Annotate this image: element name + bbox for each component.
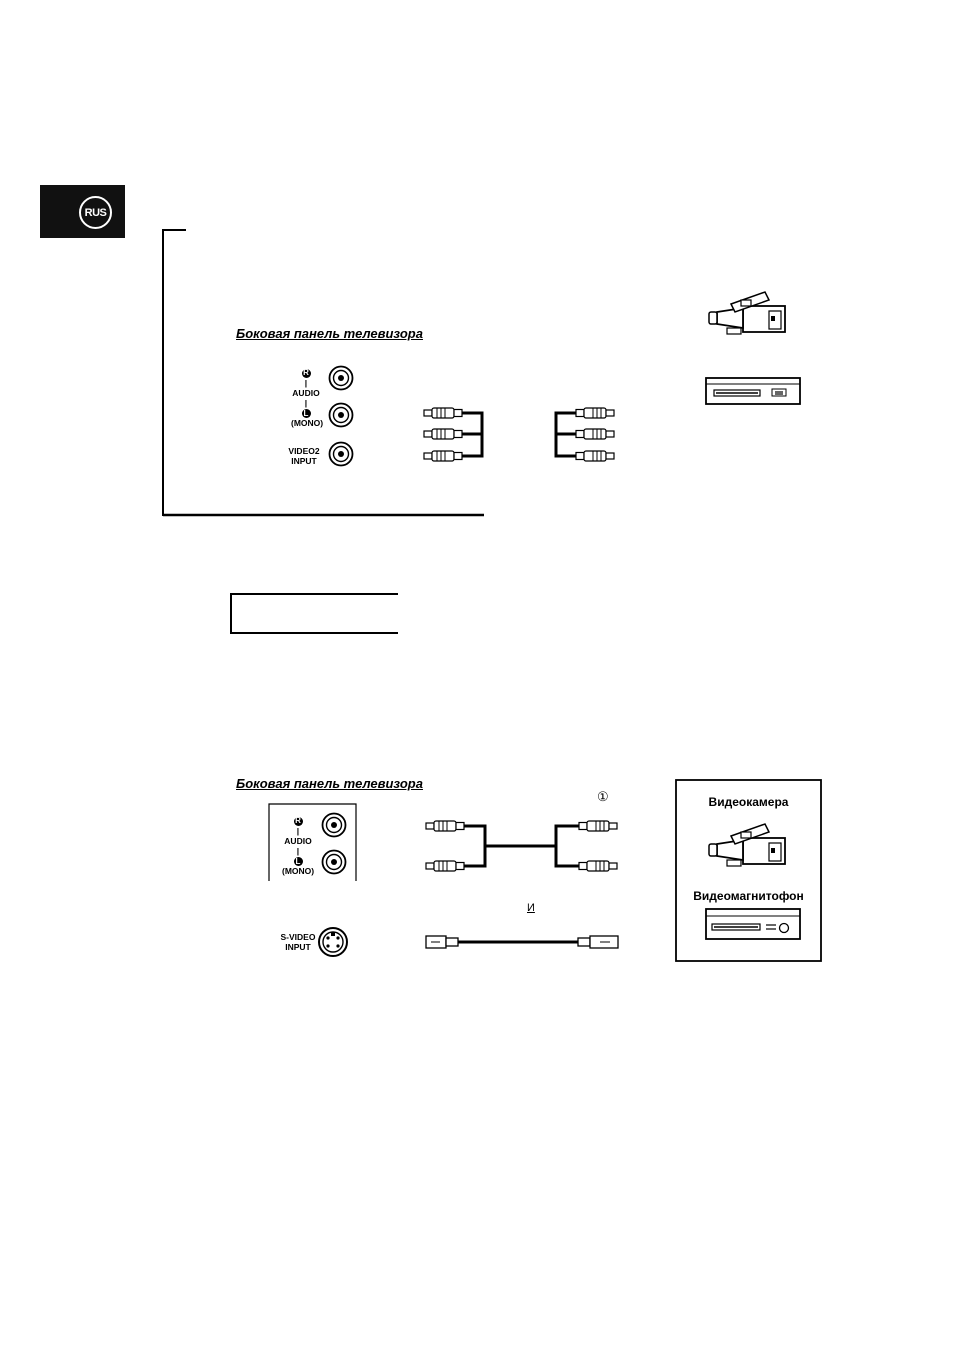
and-label: И [527, 902, 535, 914]
r-channel-symbol: R [295, 816, 301, 825]
bottom-svideo-cable [426, 936, 618, 948]
top-video2-labels [284, 446, 324, 466]
blank-note-box [231, 594, 398, 633]
l-channel-symbol: L [302, 409, 311, 418]
mono-label: (MONO) [282, 866, 315, 876]
divider-dash: | [296, 825, 300, 836]
top-vcr-icon [706, 378, 800, 404]
divider-dash: | [296, 845, 300, 856]
top-camcorder-icon [709, 292, 785, 334]
bottom-audio-cable [426, 821, 617, 871]
audio-label: AUDIO [292, 387, 320, 398]
bottom-panel-title: Боковая панель телевизора [236, 776, 423, 791]
top-audio-l-jack [330, 404, 353, 427]
vcr-label: Видеомагнитофон [693, 889, 804, 903]
video2-label: VIDEO2 [288, 446, 320, 456]
top-diagram-frame [162, 230, 484, 516]
input-label: INPUT [285, 942, 311, 952]
divider-dash: | [304, 397, 308, 408]
bottom-audio-r-jack [323, 814, 346, 837]
step-marker: ① [597, 789, 609, 804]
l-channel-symbol: L [294, 857, 303, 866]
mono-label: (MONO) [291, 418, 324, 428]
language-badge: RUS [79, 196, 112, 229]
top-jack-labels [291, 367, 324, 428]
input-label: INPUT [291, 456, 317, 466]
audio-label: AUDIO [284, 835, 312, 846]
top-audio-r-jack [330, 367, 353, 390]
bottom-svideo-jack [319, 928, 347, 956]
bottom-audio-l-jack [323, 851, 346, 874]
divider-dash: | [304, 377, 308, 388]
bottom-vcr-icon [706, 909, 800, 939]
r-channel-symbol: R [303, 368, 309, 377]
bottom-jack-labels [282, 815, 314, 876]
top-cable-left [424, 408, 482, 461]
top-video2-jack [330, 443, 353, 466]
top-panel-title: Боковая панель телевизора [236, 326, 423, 341]
bottom-svideo-labels [278, 932, 318, 952]
camcorder-label: Видеокамера [708, 795, 789, 809]
svideo-label: S-VIDEO [280, 932, 316, 942]
top-cable-right [556, 408, 614, 461]
